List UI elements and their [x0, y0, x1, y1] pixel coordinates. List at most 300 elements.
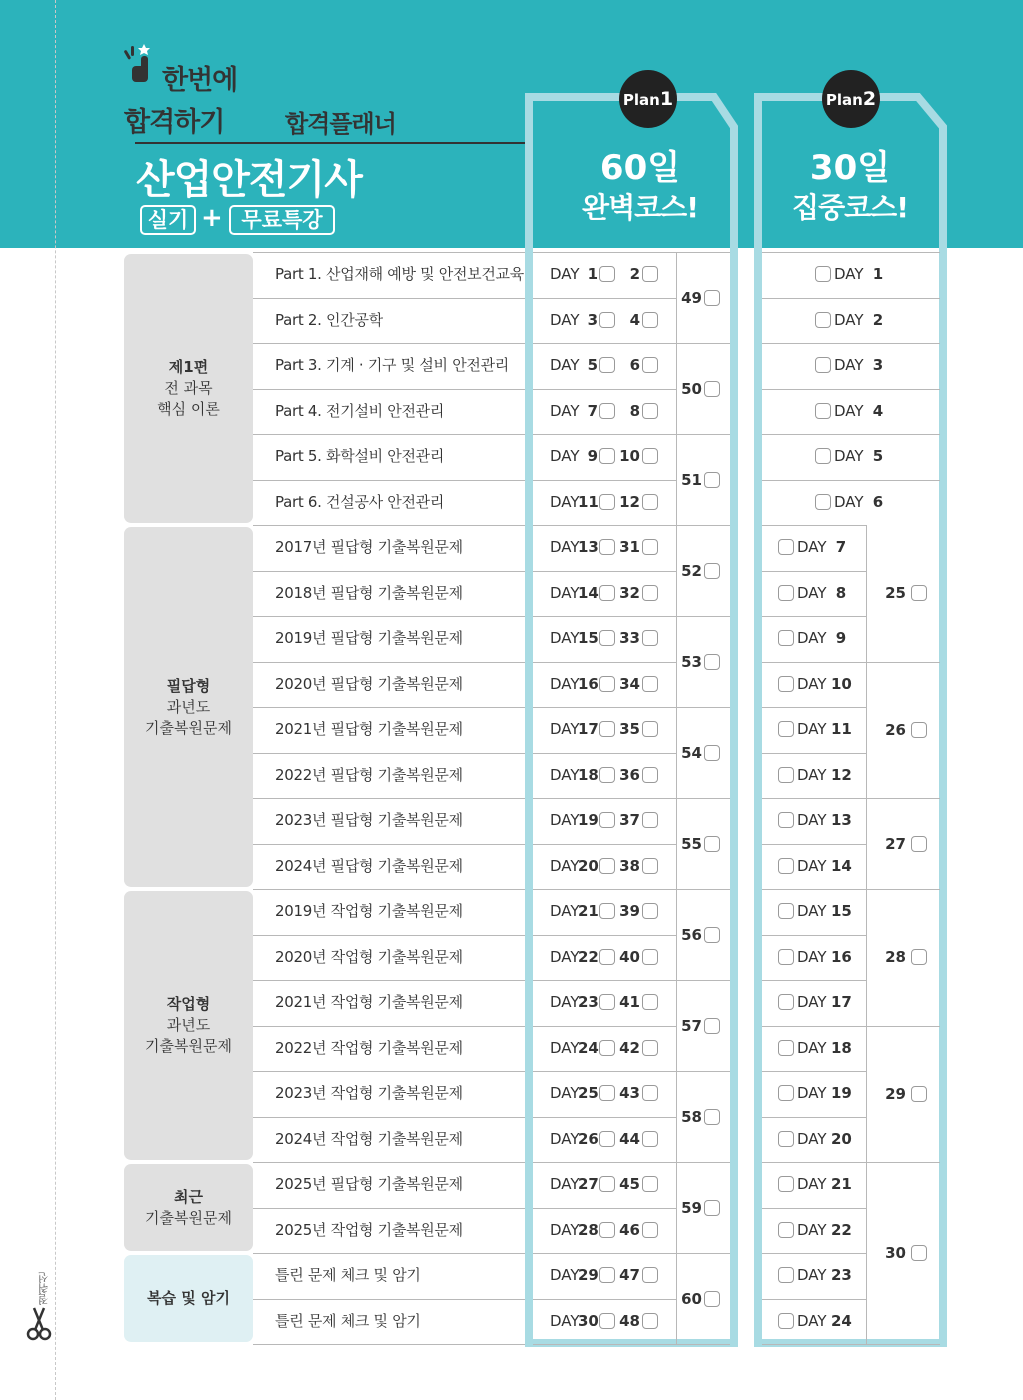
plan1-review-number: 49 — [681, 288, 702, 307]
plan2-row-divider — [762, 525, 866, 526]
plan2-day-checkbox[interactable] — [778, 1176, 794, 1192]
section-subtitle: 기출복원문제 — [145, 1037, 232, 1055]
plan1-second-number: 43 — [619, 1084, 640, 1102]
plan2-day-word: DAY — [797, 947, 827, 966]
plan1-day-checkbox[interactable] — [599, 1267, 615, 1283]
row-label: 틀린 문제 체크 및 암기 — [275, 1311, 421, 1330]
plan2-day-word: DAY — [834, 447, 864, 465]
plan1-second-checkbox[interactable] — [642, 266, 658, 282]
plan1-review-number: 59 — [681, 1198, 702, 1217]
plan1-row-divider — [533, 1253, 676, 1254]
plan2-day-word: DAY — [797, 1084, 827, 1102]
row-label: 2025년 필답형 기출복원문제 — [275, 1175, 463, 1193]
plan2-row-divider — [762, 480, 940, 481]
plan2-day-checkbox[interactable] — [778, 539, 794, 555]
plan1-day-word: DAY — [550, 1266, 580, 1284]
plan1-day-word: DAY — [550, 811, 580, 829]
plan1-group-divider — [676, 889, 730, 890]
plan2-day-checkbox[interactable] — [815, 266, 831, 282]
plan2-day-word: DAY — [797, 1220, 827, 1239]
plan1-day-number: 27 — [578, 1175, 599, 1193]
plan1-second-checkbox[interactable] — [642, 994, 658, 1010]
plan1-second-number: 39 — [619, 902, 640, 920]
plan2-review-checkbox[interactable] — [911, 1245, 927, 1261]
plan1-second-checkbox[interactable] — [642, 1131, 658, 1147]
plan2-day-number: 1 — [872, 265, 884, 283]
row-label: 2017년 필답형 기출복원문제 — [275, 538, 463, 556]
plan1-day-number: 17 — [578, 720, 599, 738]
plan1-review-checkbox[interactable] — [704, 1109, 720, 1125]
plan2-row-divider — [762, 707, 866, 708]
section-title: 복습 및 암기 — [147, 1289, 230, 1307]
plan1-review-number: 50 — [681, 379, 702, 398]
plan1-day-checkbox[interactable] — [599, 1040, 615, 1056]
plan2-row-divider — [762, 1299, 866, 1300]
plan1-day-checkbox[interactable] — [599, 266, 615, 282]
section-subtitle: 전 과목 — [164, 379, 213, 397]
section-block — [124, 891, 253, 1160]
plan1-day-number: 15 — [578, 629, 599, 647]
plan2-day-checkbox[interactable] — [778, 1222, 794, 1238]
plan1-second-number: 4 — [629, 310, 640, 329]
row-label: Part 5. 화학설비 안전관리 — [275, 447, 445, 465]
plan2-row-divider — [762, 662, 866, 663]
plan1-second-checkbox[interactable] — [642, 539, 658, 555]
row-label: 2022년 필답형 기출복원문제 — [275, 765, 463, 784]
plan-1-course-name: 완벽코스! — [582, 191, 698, 224]
row-label: Part 3. 기계 · 기구 및 설비 안전관리 — [275, 356, 509, 374]
plan1-day-checkbox[interactable] — [599, 585, 615, 601]
plan2-day-number: 22 — [831, 1220, 852, 1239]
plan2-day-checkbox[interactable] — [778, 585, 794, 601]
plan1-day-word: DAY — [550, 310, 580, 329]
plan2-day-checkbox[interactable] — [815, 403, 831, 419]
plan1-second-checkbox[interactable] — [642, 403, 658, 419]
plan2-day-checkbox[interactable] — [815, 448, 831, 464]
plan1-row-divider — [533, 389, 676, 390]
plan1-day-word: DAY — [550, 401, 580, 420]
plan1-day-checkbox[interactable] — [599, 494, 615, 510]
plan1-day-number: 11 — [578, 492, 599, 511]
plan2-review-checkbox[interactable] — [911, 722, 927, 738]
plan2-day-number: 8 — [835, 583, 847, 602]
plan2-day-number: 14 — [831, 856, 852, 875]
row-label: 2022년 작업형 기출복원문제 — [275, 1038, 463, 1057]
plan1-second-checkbox[interactable] — [642, 812, 658, 828]
plan2-day-word: DAY — [797, 1129, 827, 1148]
plan1-day-number: 28 — [578, 1220, 599, 1239]
plan1-day-checkbox[interactable] — [599, 1085, 615, 1101]
plan1-day-word: DAY — [550, 720, 580, 738]
section-subtitle: 과년도 — [166, 1016, 211, 1034]
plan1-second-checkbox[interactable] — [642, 858, 658, 874]
plan1-row-divider — [533, 1208, 676, 1209]
plan1-second-checkbox[interactable] — [642, 1313, 658, 1329]
section-title: 제1편 — [168, 358, 209, 376]
plan2-row-divider — [762, 1162, 866, 1163]
plan2-review-number: 26 — [885, 720, 906, 739]
plan2-day-number: 17 — [831, 993, 852, 1011]
plan2-review-number: 25 — [885, 584, 906, 603]
plan-2-badge: Plan2 — [822, 70, 880, 128]
plan1-review-checkbox[interactable] — [704, 563, 720, 579]
plan1-day-number: 24 — [578, 1038, 599, 1057]
plan1-review-number: 53 — [681, 652, 702, 671]
plan1-day-number: 13 — [578, 538, 599, 556]
plan2-day-checkbox[interactable] — [778, 1131, 794, 1147]
plan1-second-number: 47 — [619, 1266, 640, 1284]
plan1-second-checkbox[interactable] — [642, 494, 658, 510]
plan1-row-divider — [533, 1299, 676, 1300]
plan1-day-checkbox[interactable] — [599, 403, 615, 419]
plan2-row-divider — [762, 753, 866, 754]
section-block — [124, 1255, 253, 1342]
plan1-second-number: 12 — [619, 492, 640, 511]
plan1-day-number: 23 — [578, 993, 599, 1011]
plan1-group-divider — [676, 434, 730, 435]
plan1-day-number: 22 — [578, 947, 599, 966]
plan1-day-number: 30 — [578, 1311, 599, 1330]
plan1-second-checkbox[interactable] — [642, 357, 658, 373]
plan1-review-checkbox[interactable] — [704, 381, 720, 397]
plan2-day-number: 15 — [831, 902, 852, 920]
plan1-day-word: DAY — [550, 1175, 580, 1193]
plan2-day-number: 11 — [831, 720, 852, 738]
plan2-day-number: 24 — [831, 1311, 852, 1330]
plan1-review-checkbox[interactable] — [704, 1200, 720, 1216]
section-title: 작업형 — [166, 995, 211, 1013]
plan2-day-checkbox[interactable] — [778, 721, 794, 737]
plan1-second-checkbox[interactable] — [642, 1040, 658, 1056]
plan2-row-divider — [762, 980, 866, 981]
plan1-second-number: 42 — [619, 1038, 640, 1057]
plan1-review-checkbox[interactable] — [704, 745, 720, 761]
plan2-review-checkbox[interactable] — [911, 1086, 927, 1102]
plan1-day-checkbox[interactable] — [599, 1176, 615, 1192]
plan1-row-divider — [533, 434, 676, 435]
plan2-review-number: 28 — [885, 948, 906, 967]
plan2-day-word: DAY — [834, 401, 864, 420]
plan1-row-divider — [533, 525, 676, 526]
plan1-group-divider — [676, 1071, 730, 1072]
cut-line-label: 절취선 — [37, 1272, 50, 1305]
plan2-row-divider — [762, 1026, 866, 1027]
plan1-day-checkbox[interactable] — [599, 1131, 615, 1147]
plan-2-course-name: 집중코스! — [792, 191, 908, 224]
plan2-day-number: 9 — [835, 629, 847, 647]
plan1-group-divider — [676, 616, 730, 617]
plan1-row-divider — [533, 1162, 676, 1163]
plan1-second-checkbox[interactable] — [642, 312, 658, 328]
plan1-second-number: 36 — [619, 765, 640, 784]
plan1-review-number: 51 — [681, 470, 702, 489]
plan1-day-checkbox[interactable] — [599, 949, 615, 965]
section-subtitle: 기출복원문제 — [145, 718, 232, 737]
logo-text-line1: 한번에 — [162, 65, 238, 96]
plan1-day-number: 14 — [578, 583, 599, 602]
plan1-row-divider — [533, 1026, 676, 1027]
plan1-day-number: 18 — [578, 765, 599, 784]
plan2-day-checkbox[interactable] — [778, 630, 794, 646]
section-subtitle: 기출복원문제 — [145, 1208, 232, 1227]
plan2-review-number: 30 — [885, 1244, 906, 1262]
plan1-second-checkbox[interactable] — [642, 767, 658, 783]
plan1-row-divider — [533, 1117, 676, 1118]
plan2-day-checkbox[interactable] — [778, 676, 794, 692]
plan1-day-number: 25 — [578, 1084, 599, 1102]
plan2-day-word: DAY — [797, 1311, 827, 1330]
plan2-row-divider — [762, 1208, 866, 1209]
plan-2-days: 30일 — [809, 148, 891, 188]
plan1-day-number: 21 — [578, 902, 599, 920]
page-title: 산업안전기사 — [136, 157, 362, 203]
plan2-day-number: 23 — [831, 1266, 852, 1284]
row-divider — [253, 1344, 525, 1345]
section-subtitle: 과년도 — [166, 697, 211, 716]
plan1-day-checkbox[interactable] — [599, 767, 615, 783]
row-label: Part 1. 산업재해 예방 및 안전보건교육 — [275, 265, 524, 283]
plan2-review-checkbox[interactable] — [911, 585, 927, 601]
plan2-row-divider — [762, 1344, 866, 1345]
plan2-day-checkbox[interactable] — [778, 949, 794, 965]
plan1-row-divider — [533, 1071, 676, 1072]
plan2-day-number: 7 — [835, 538, 847, 556]
header-divider — [135, 142, 525, 144]
plan2-review-checkbox[interactable] — [911, 836, 927, 852]
plan1-second-checkbox[interactable] — [642, 1085, 658, 1101]
plan1-day-number: 9 — [587, 447, 598, 465]
plan1-second-number: 2 — [629, 265, 640, 283]
badge-plus: + — [201, 203, 223, 233]
plan1-second-number: 31 — [619, 538, 640, 556]
plan2-review-number: 27 — [885, 834, 906, 853]
plan1-day-word: DAY — [550, 947, 580, 966]
plan-1-days: 60일 — [599, 148, 681, 188]
plan2-day-number: 6 — [872, 492, 884, 511]
plan2-day-checkbox[interactable] — [815, 357, 831, 373]
plan1-second-number: 10 — [619, 447, 640, 465]
plan1-day-word: DAY — [550, 993, 580, 1011]
plan1-row-divider — [533, 844, 676, 845]
plan2-row-divider — [762, 844, 866, 845]
plan2-day-checkbox[interactable] — [778, 1313, 794, 1329]
plan1-day-checkbox[interactable] — [599, 539, 615, 555]
row-label: 2018년 필답형 기출복원문제 — [275, 583, 463, 602]
plan2-day-word: DAY — [797, 629, 827, 647]
plan1-day-checkbox[interactable] — [599, 812, 615, 828]
plan1-day-word: DAY — [550, 492, 580, 511]
plan2-day-number: 5 — [872, 447, 884, 465]
plan1-second-number: 48 — [619, 1311, 640, 1330]
plan1-group-divider — [676, 707, 730, 708]
plan1-day-word: DAY — [550, 674, 580, 693]
plan1-day-checkbox[interactable] — [599, 448, 615, 464]
plan1-day-word: DAY — [550, 1084, 580, 1102]
row-label: 2020년 필답형 기출복원문제 — [275, 674, 463, 693]
plan1-second-number: 32 — [619, 583, 640, 602]
plan1-second-checkbox[interactable] — [642, 585, 658, 601]
plan1-review-number: 57 — [681, 1016, 702, 1035]
plan1-second-number: 44 — [619, 1129, 640, 1148]
plan1-day-checkbox[interactable] — [599, 903, 615, 919]
plan1-review-checkbox[interactable] — [704, 290, 720, 306]
plan1-group-divider — [676, 1253, 730, 1254]
plan1-second-number: 35 — [619, 720, 640, 738]
row-label: 2024년 필답형 기출복원문제 — [275, 856, 463, 875]
plan1-day-checkbox[interactable] — [599, 357, 615, 373]
plan1-group-divider — [676, 1162, 730, 1163]
plan2-day-number: 19 — [831, 1084, 852, 1102]
plan1-day-number: 26 — [578, 1129, 599, 1148]
plan2-day-word: DAY — [834, 356, 864, 374]
row-label: 2023년 필답형 기출복원문제 — [275, 811, 463, 829]
plan2-row-divider — [762, 434, 940, 435]
plan2-day-word: DAY — [797, 765, 827, 784]
plan1-row-divider — [533, 935, 676, 936]
plan2-day-word: DAY — [797, 1175, 827, 1193]
plan2-day-checkbox[interactable] — [778, 1267, 794, 1283]
plan2-row-divider — [762, 1071, 866, 1072]
pointing-hand-icon — [124, 42, 154, 86]
plan1-day-checkbox[interactable] — [599, 630, 615, 646]
plan1-day-number: 7 — [587, 401, 598, 420]
plan2-row-divider — [762, 1253, 866, 1254]
plan1-day-number: 20 — [578, 856, 599, 875]
plan1-second-number: 37 — [619, 811, 640, 829]
plan1-second-checkbox[interactable] — [642, 903, 658, 919]
plan1-second-number: 46 — [619, 1220, 640, 1239]
plan2-day-word: DAY — [797, 583, 827, 602]
plan1-review-checkbox[interactable] — [704, 1018, 720, 1034]
plan1-second-number: 38 — [619, 856, 640, 875]
plan1-day-checkbox[interactable] — [599, 1313, 615, 1329]
plan1-row-divider — [533, 298, 676, 299]
plan2-row-divider — [762, 616, 866, 617]
plan1-row-divider — [533, 889, 676, 890]
plan2-day-checkbox[interactable] — [778, 1040, 794, 1056]
plan1-second-checkbox[interactable] — [642, 721, 658, 737]
plan2-day-number: 3 — [872, 356, 884, 374]
plan1-review-number: 58 — [681, 1107, 702, 1126]
plan1-group-divider — [676, 980, 730, 981]
plan2-day-number: 20 — [831, 1129, 852, 1148]
plan2-day-word: DAY — [797, 856, 827, 875]
logo-subtitle: 합격플래너 — [285, 110, 396, 138]
plan2-day-checkbox[interactable] — [778, 994, 794, 1010]
plan2-day-checkbox[interactable] — [815, 494, 831, 510]
plan1-day-word: DAY — [550, 265, 580, 283]
plan1-second-number: 45 — [619, 1175, 640, 1193]
plan1-day-number: 3 — [587, 310, 598, 329]
plan1-day-checkbox[interactable] — [599, 994, 615, 1010]
row-label: 틀린 문제 체크 및 암기 — [275, 1266, 421, 1284]
plan1-row-divider — [533, 798, 676, 799]
plan2-day-checkbox[interactable] — [778, 1085, 794, 1101]
plan2-group-divider — [866, 798, 940, 799]
plan1-top-line — [533, 252, 730, 253]
plan1-review-checkbox[interactable] — [704, 472, 720, 488]
plan1-day-checkbox[interactable] — [599, 676, 615, 692]
plan2-group-divider — [866, 1162, 940, 1163]
section-block — [124, 527, 253, 887]
plan2-day-number: 2 — [872, 310, 884, 329]
plan1-second-checkbox[interactable] — [642, 630, 658, 646]
plan1-day-word: DAY — [550, 1038, 580, 1057]
plan1-group-divider — [676, 343, 730, 344]
plan1-second-number: 41 — [619, 993, 640, 1011]
plan2-day-checkbox[interactable] — [778, 858, 794, 874]
plan1-second-checkbox[interactable] — [642, 676, 658, 692]
section-block — [124, 1164, 253, 1251]
plan2-day-word: DAY — [797, 993, 827, 1011]
plan1-day-word: DAY — [550, 856, 580, 875]
plan2-day-checkbox[interactable] — [778, 903, 794, 919]
plan1-row-divider — [533, 662, 676, 663]
plan1-day-word: DAY — [550, 902, 580, 920]
row-label: Part 6. 건설공사 안전관리 — [275, 492, 445, 511]
plan1-row-divider — [533, 707, 676, 708]
plan1-second-checkbox[interactable] — [642, 1267, 658, 1283]
plan2-review-divider — [866, 525, 867, 1344]
plan2-day-checkbox[interactable] — [778, 767, 794, 783]
plan1-day-number: 19 — [578, 811, 599, 829]
plan2-day-number: 4 — [872, 401, 884, 420]
plan2-review-checkbox[interactable] — [911, 949, 927, 965]
plan1-review-number: 56 — [681, 925, 702, 944]
badge-free-lecture: 무료특강 — [229, 205, 335, 235]
plan1-day-word: DAY — [550, 356, 580, 374]
plan1-review-checkbox[interactable] — [704, 654, 720, 670]
plan1-group-divider — [676, 1344, 730, 1345]
plan1-day-checkbox[interactable] — [599, 1222, 615, 1238]
plan2-group-divider — [866, 1344, 940, 1345]
plan2-day-number: 13 — [831, 811, 852, 829]
plan1-second-checkbox[interactable] — [642, 448, 658, 464]
plan2-day-word: DAY — [797, 674, 827, 693]
plan1-second-checkbox[interactable] — [642, 1176, 658, 1192]
plan2-row-divider — [762, 798, 866, 799]
plan2-day-word: DAY — [834, 492, 864, 511]
plan2-review-number: 29 — [885, 1084, 906, 1103]
plan1-day-number: 16 — [578, 674, 599, 693]
section-subtitle: 핵심 이론 — [157, 400, 220, 418]
plan1-review-checkbox[interactable] — [704, 836, 720, 852]
plan1-day-checkbox[interactable] — [599, 312, 615, 328]
scissors-icon — [24, 1304, 54, 1344]
plan2-day-number: 12 — [831, 765, 852, 784]
plan1-second-checkbox[interactable] — [642, 1222, 658, 1238]
plan1-day-checkbox[interactable] — [599, 858, 615, 874]
plan2-group-divider — [866, 889, 940, 890]
plan2-day-number: 16 — [831, 947, 852, 966]
plan1-second-checkbox[interactable] — [642, 949, 658, 965]
plan1-day-checkbox[interactable] — [599, 721, 615, 737]
plan1-group-divider — [676, 798, 730, 799]
plan2-day-word: DAY — [797, 1038, 827, 1057]
plan1-row-divider — [533, 480, 676, 481]
cut-guide-line — [55, 0, 56, 1400]
plan1-day-word: DAY — [550, 629, 580, 647]
plan1-row-divider — [533, 571, 676, 572]
plan1-review-checkbox[interactable] — [704, 1291, 720, 1307]
plan1-review-checkbox[interactable] — [704, 927, 720, 943]
plan1-day-number: 5 — [587, 356, 598, 374]
plan1-review-number: 52 — [681, 561, 702, 580]
plan2-day-word: DAY — [797, 720, 827, 738]
plan2-group-divider — [866, 1026, 940, 1027]
plan2-day-checkbox[interactable] — [815, 312, 831, 328]
plan2-day-checkbox[interactable] — [778, 812, 794, 828]
